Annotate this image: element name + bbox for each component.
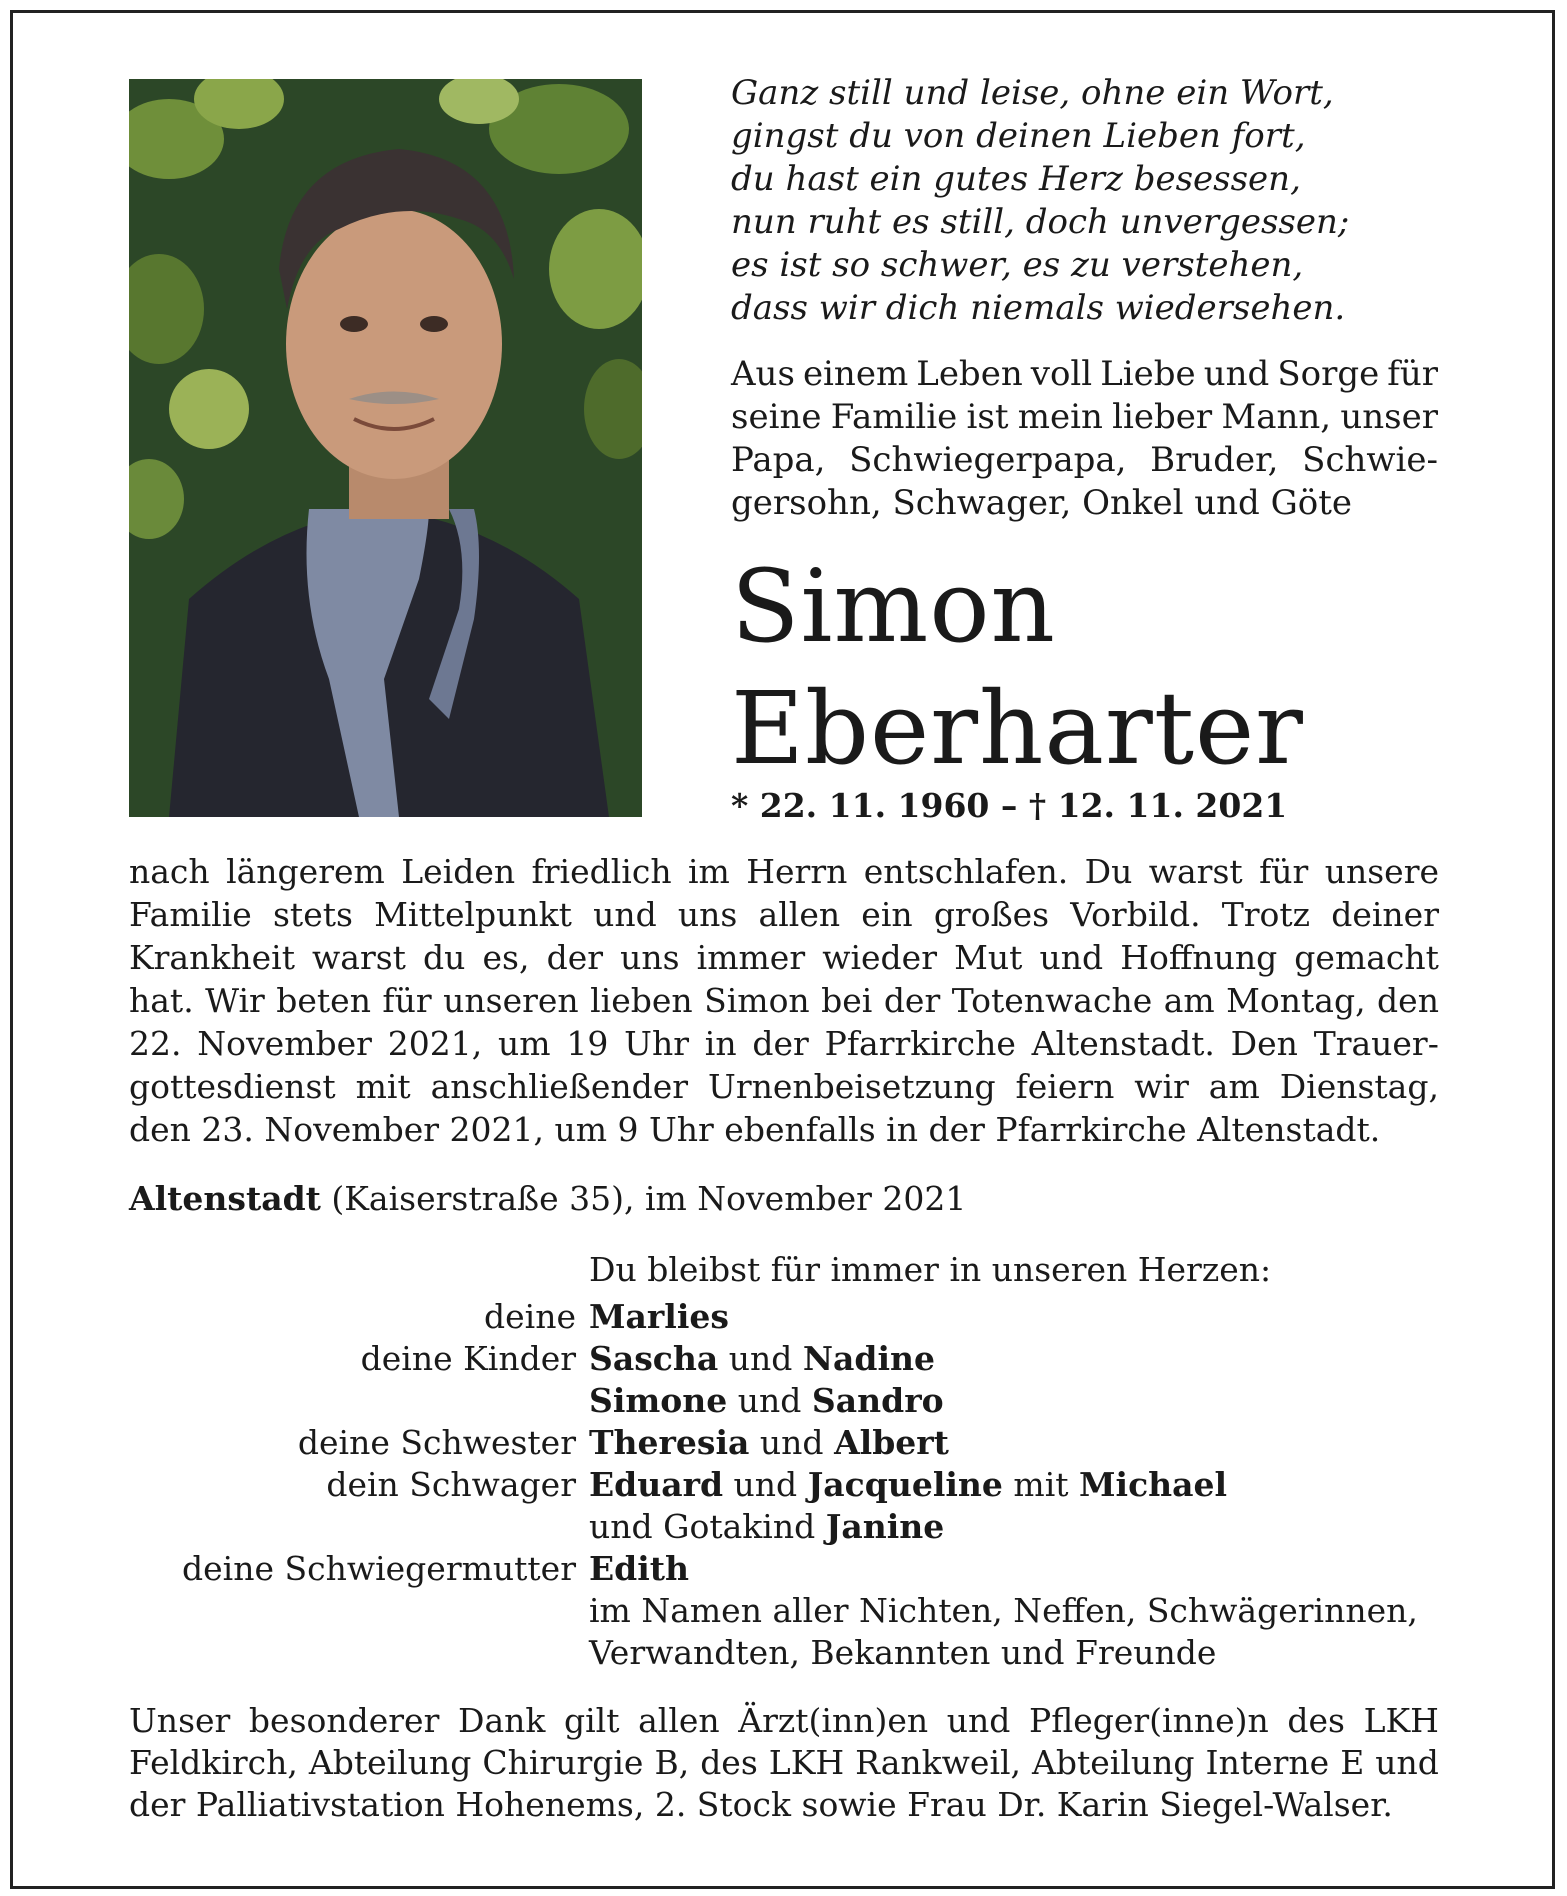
mourner-name: Theresia <box>589 1423 750 1462</box>
mourner-row <box>129 1548 1449 1590</box>
poem-line: nun ruht es still, doch unvergessen; <box>731 202 1350 242</box>
first-name: Simon <box>731 548 1056 665</box>
relation-label: deine <box>484 1297 576 1336</box>
thanks-paragraph <box>129 1700 1439 1826</box>
mourner-row <box>129 1422 1449 1464</box>
mourner-row <box>129 1338 1449 1380</box>
mourner-row <box>129 1380 1449 1422</box>
poem-line: du hast ein gutes Herz besessen, <box>731 159 1301 199</box>
body-line: Familie stets Mittelpunkt und uns allen ein großes Vorbild. Trotz deiner <box>129 895 1439 934</box>
connector: und <box>749 1423 835 1462</box>
body-line: gottesdienst mit anschließender Urnenbeisetzung feiern wir am Dienstag, <box>129 1067 1439 1106</box>
mourner-name: Jacqueline <box>807 1465 1003 1504</box>
connector: und <box>723 1465 808 1504</box>
intro-line: seine Familie ist mein lieber Mann, unser <box>731 397 1438 437</box>
mourner-row <box>129 1590 1449 1632</box>
mourner-name: Nadine <box>802 1339 936 1378</box>
intro-line: Papa, Schwiegerpapa, Bruder, Schwie- <box>731 440 1438 480</box>
mourner-row <box>129 1464 1449 1506</box>
mourner-name: Simone <box>589 1381 728 1420</box>
thanks-line: der Palliativstation Hohenems, 2. Stock sowie Frau Dr. Karin Siegel-Walser. <box>129 1785 1393 1824</box>
deceased-name <box>731 546 1304 790</box>
place-town: Altenstadt <box>129 1179 321 1218</box>
mourner-name: Edith <box>589 1549 689 1588</box>
mourner-name: Michael <box>1079 1465 1228 1504</box>
poem-line: dass wir dich niemals wiedersehen. <box>731 288 1346 328</box>
mourner-name: Sascha <box>589 1339 719 1378</box>
relation-label: deine Schwiegermutter <box>182 1549 576 1588</box>
intro-line: gersohn, Schwager, Onkel und Göte <box>731 483 1353 523</box>
place-date-line <box>129 1177 966 1221</box>
memorial-poem <box>731 72 1451 330</box>
portrait-photo <box>129 79 642 817</box>
place-address: (Kaiserstraße 35), im November 2021 <box>320 1179 967 1218</box>
mourner-row <box>129 1506 1449 1548</box>
mourner-name: Janine <box>825 1507 945 1546</box>
mourner-name: Sandro <box>811 1381 944 1420</box>
mourner-note: Verwandten, Bekannten und Freunde <box>589 1633 1217 1672</box>
poem-line: es ist so schwer, es zu verstehen, <box>731 245 1304 285</box>
mourner-name: Marlies <box>589 1297 729 1336</box>
body-line: hat. Wir beten für unseren lieben Simon bei der Totenwache am Montag, den <box>129 981 1439 1020</box>
relation-label: deine Kinder <box>360 1339 576 1378</box>
closing-phrase: Du bleibst für immer in unseren Herzen: <box>589 1250 1272 1289</box>
thanks-line: Feldkirch, Abteilung Chirurgie B, des LKH Rankweil, Abteilung Interne E und <box>129 1743 1439 1782</box>
mourner-row <box>129 1632 1449 1674</box>
poem-line: gingst du von deinen Lieben fort, <box>731 116 1306 156</box>
body-line: nach längerem Leiden friedlich im Herrn entschlafen. Du warst für unsere <box>129 852 1439 891</box>
body-line: Krankheit warst du es, der uns immer wieder Mut und Hoffnung gemacht <box>129 938 1439 977</box>
main-text <box>129 850 1439 1151</box>
mourner-name: Albert <box>834 1423 949 1462</box>
body-line: 22. November 2021, um 19 Uhr in der Pfarrkirche Altenstadt. Den Trauer- <box>129 1024 1439 1063</box>
relation-label: dein Schwager <box>326 1465 576 1504</box>
relation-label: deine Schwester <box>297 1423 576 1462</box>
connector: und Gotakind <box>589 1507 826 1546</box>
connector: mit <box>1002 1465 1079 1504</box>
mourner-row <box>129 1296 1449 1338</box>
last-name: Eberharter <box>731 670 1304 787</box>
connector: und <box>718 1339 803 1378</box>
life-dates: * 22. 11. 1960 – † 12. 11. 2021 <box>731 786 1288 825</box>
intro-paragraph <box>731 353 1438 525</box>
thanks-line: Unser besonderer Dank gilt allen Ärzt(inn)en und Pfleger(inne)n des LKH <box>129 1701 1439 1740</box>
poem-line: Ganz still und leise, ohne ein Wort, <box>731 73 1334 113</box>
connector: und <box>727 1381 812 1420</box>
intro-line: Aus einem Leben voll Liebe und Sorge für <box>731 354 1438 394</box>
mourner-name: Eduard <box>589 1465 724 1504</box>
mourner-note: im Namen aller Nichten, Neffen, Schwägerinnen, <box>589 1591 1418 1630</box>
body-line: den 23. November 2021, um 9 Uhr ebenfalls in der Pfarrkirche Altenstadt. <box>129 1110 1381 1149</box>
mourners-list <box>129 1296 1449 1674</box>
